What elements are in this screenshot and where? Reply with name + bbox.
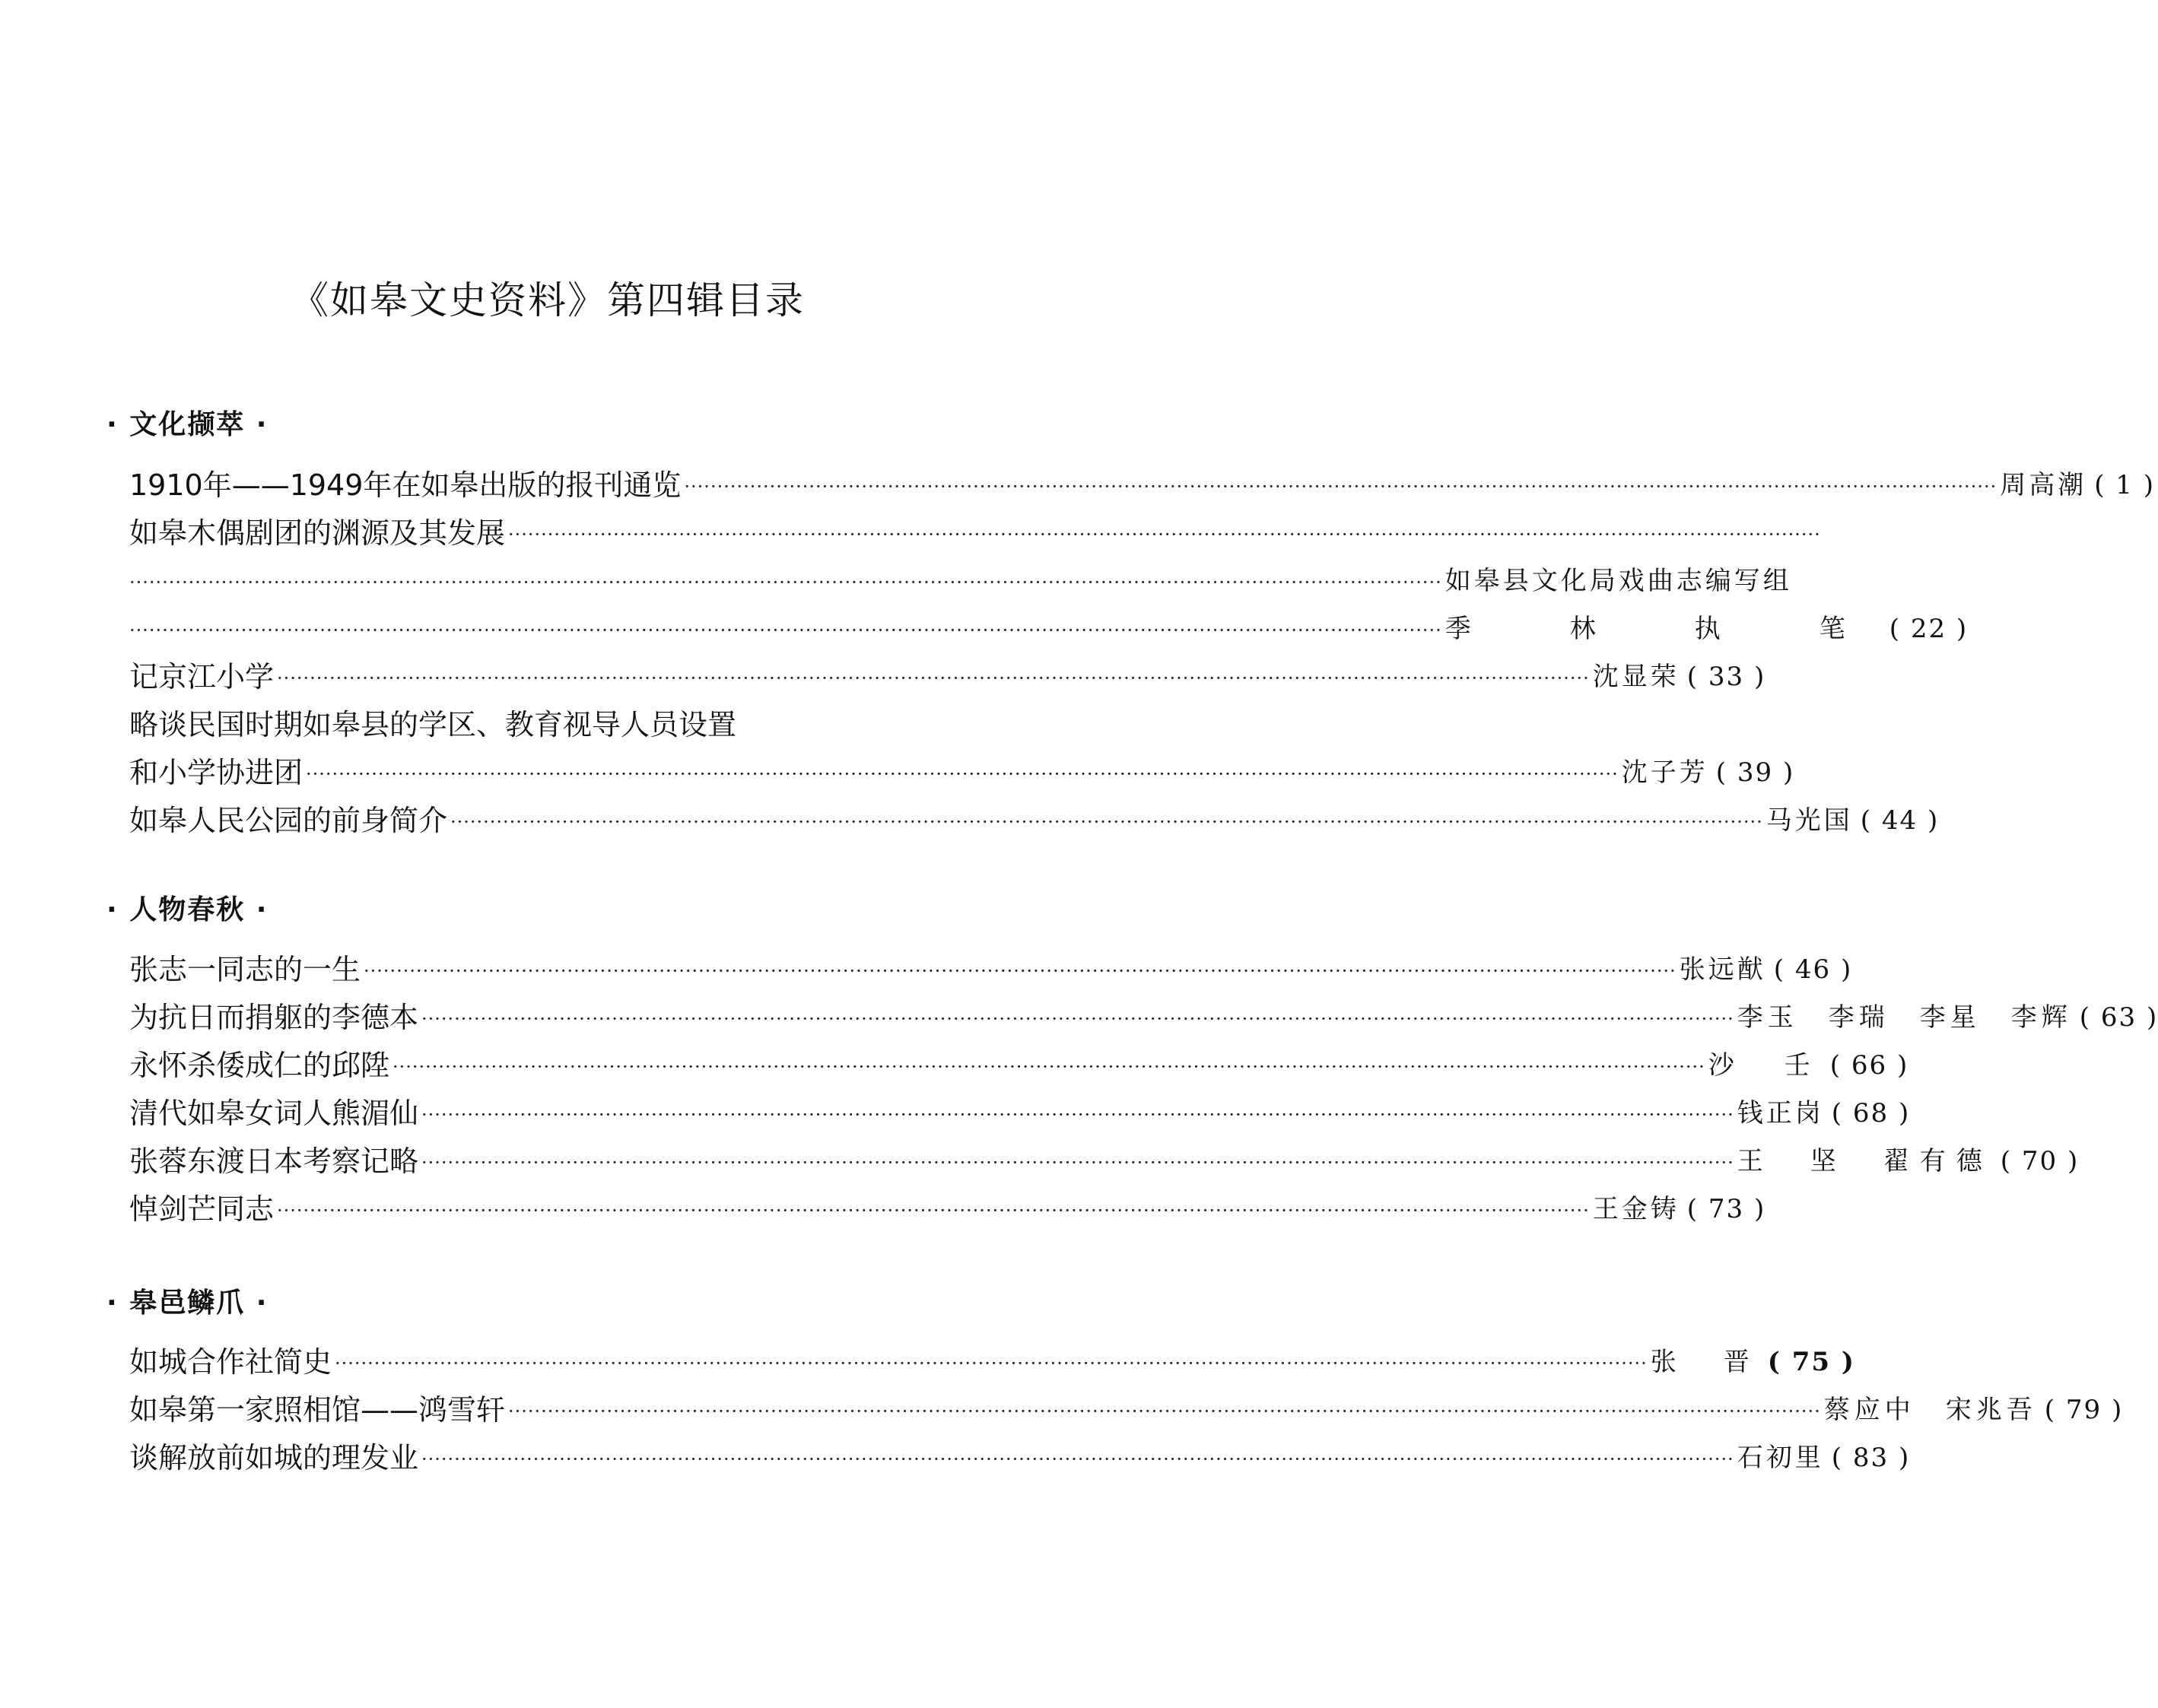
entry-title: 如皋第一家照相馆——鸿雪轩 (129, 1393, 506, 1427)
toc-entry (129, 1389, 2124, 1431)
entry-author: 石初里 (1737, 1443, 1824, 1473)
entry-page: ( 73 ) (1686, 1194, 1766, 1224)
entry-title: 张志一同志的一生 (129, 953, 361, 986)
entry-author: 周高潮 (2000, 470, 2087, 500)
entry-title: 如皋人民公园的前身简介 (129, 804, 448, 837)
entry-page: ( 46 ) (1773, 954, 1853, 985)
entry-page: ( 70 ) (2000, 1146, 2080, 1176)
entry-author: 沈子芳 (1621, 757, 1708, 788)
section-heading: · 皋邑鳞爪 · (106, 1287, 269, 1319)
toc-entry (129, 1341, 1855, 1383)
toc-entry (129, 1437, 1911, 1479)
entry-page: ( 66 ) (1829, 1050, 1909, 1081)
entry-page: ( 1 ) (2094, 470, 2155, 500)
entry-page: ( 68 ) (1831, 1098, 1911, 1129)
entry-title: 为抗日而捐躯的李德本 (129, 1001, 419, 1034)
entry-title: 和小学协进团 (129, 756, 304, 789)
leader-dots: ········································································································································································································ (364, 960, 1677, 982)
entry-author: 季 林 执 笔 (1444, 614, 1882, 644)
toc-entry (129, 1092, 1911, 1135)
leader-dots: ········································································································································································································ (508, 1401, 1821, 1422)
toc-entry (129, 512, 1821, 554)
entry-title: 记京江小学 (129, 660, 275, 694)
entry-page: ( 39 ) (1715, 757, 1795, 788)
entry-author: 钱正岗 (1737, 1098, 1824, 1129)
toc-entry (129, 608, 1969, 650)
entry-author: 王金铸 (1592, 1194, 1680, 1224)
leader-dots: ········································································································································································································ (129, 620, 1442, 641)
toc-entry (129, 464, 2155, 506)
entry-author: 沈显荣 (1592, 662, 1680, 692)
leader-dots: ········································································································································································································ (421, 1152, 1734, 1173)
toc-entry (129, 1188, 1766, 1230)
toc-entry (129, 1044, 1909, 1087)
entry-title: 谈解放前如城的理发业 (129, 1441, 419, 1475)
entry-author: 如皋县文化局戏曲志编写组 (1444, 566, 1792, 596)
toc-entry (129, 751, 1795, 794)
section-heading: · 文化撷萃 · (106, 409, 269, 440)
toc-entry (129, 656, 1766, 698)
leader-dots: ········································································································································································································ (421, 1008, 1734, 1030)
entry-page: ( 33 ) (1686, 662, 1766, 692)
leader-dots: ········································································································································································································ (508, 524, 1821, 545)
page-title: 《如皋文史资料》第四辑目录 (291, 278, 805, 322)
entry-page: ( 75 ) (1767, 1347, 1855, 1377)
entry-title: 悼剑芒同志 (129, 1192, 275, 1226)
entry-title: 如皋木偶剧团的渊源及其发展 (129, 516, 506, 550)
toc-entry (129, 799, 1940, 842)
toc-entry (129, 948, 1853, 991)
leader-dots: ········································································································································································································ (450, 811, 1763, 833)
entry-author: 张 晋 (1650, 1347, 1760, 1377)
entry-title: 如城合作社简史 (129, 1345, 332, 1379)
leader-dots: ········································································································································································································ (335, 1353, 1648, 1374)
entry-page: ( 79 ) (2044, 1395, 2124, 1425)
leader-dots: ········································································································································································································ (393, 1056, 1705, 1078)
toc-entry (129, 703, 996, 746)
entry-title: 张蓉东渡日本考察记略 (129, 1144, 419, 1178)
leader-dots: ········································································································································································································ (421, 1104, 1734, 1125)
entry-author: 王 坚 翟有德 (1737, 1146, 1993, 1176)
entry-title: 略谈民国时期如皋县的学区、教育视导人员设置 (129, 708, 737, 741)
leader-dots: ········································································································································································································ (129, 572, 1442, 593)
leader-dots: ········································································································································································································ (277, 1200, 1590, 1221)
entry-title: 1910年——1949年在如皋出版的报刊通览 (129, 468, 682, 502)
leader-dots: ········································································································································································································ (421, 1449, 1734, 1470)
leader-dots: ········································································································································································································ (277, 668, 1590, 689)
entry-page: ( 44 ) (1860, 805, 1940, 836)
entry-page: ( 63 ) (2079, 1002, 2158, 1033)
leader-dots: ········································································································································································································ (684, 476, 1998, 497)
entry-author: 马光国 (1765, 805, 1853, 836)
entry-author: 蔡应中 宋兆吾 (1823, 1395, 2037, 1425)
entry-author: 张远猷 (1679, 954, 1766, 985)
entry-page: ( 83 ) (1831, 1443, 1911, 1473)
entry-title: 清代如皋女词人熊湄仙 (129, 1097, 419, 1130)
entry-author: 李玉 李瑞 李星 李辉 (1737, 1002, 2072, 1033)
entry-title: 永怀杀倭成仁的邱陞 (129, 1049, 390, 1082)
entry-author: 沙 壬 (1708, 1050, 1823, 1081)
section-heading: · 人物春秋 · (106, 894, 269, 925)
toc-entry (129, 560, 1792, 602)
toc-entry (129, 996, 2158, 1039)
toc-entry (129, 1140, 2080, 1183)
leader-dots: ········································································································································································································ (306, 764, 1619, 785)
entry-page: ( 22 ) (1889, 614, 1969, 644)
